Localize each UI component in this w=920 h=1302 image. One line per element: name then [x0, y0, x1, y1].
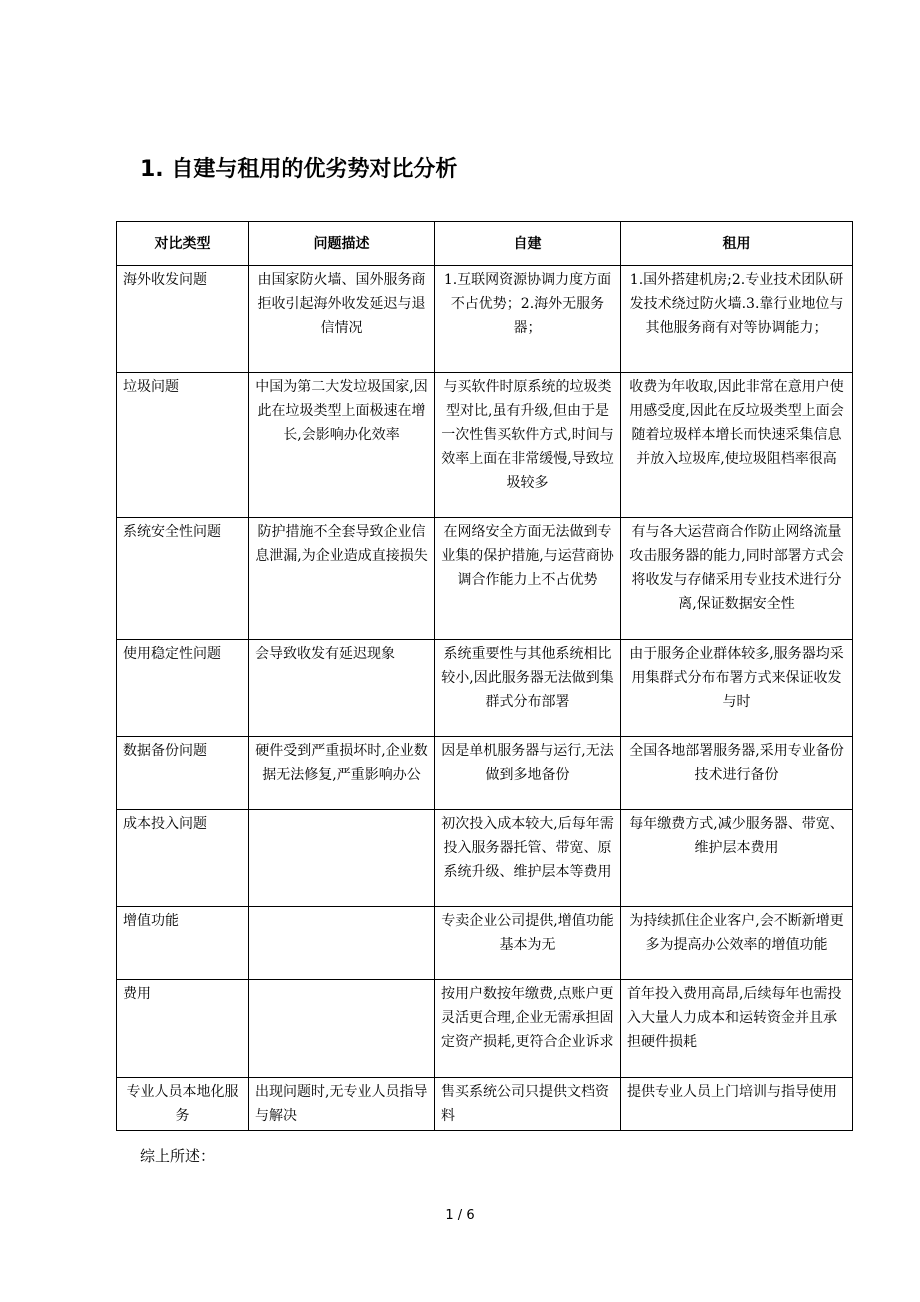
row-self-build: 因是单机服务器与运行,无法做到多地备份 [435, 737, 621, 810]
row-type: 费用 [117, 980, 249, 1078]
table-row [117, 907, 853, 980]
row-description [249, 980, 435, 1078]
table-header-row [117, 222, 853, 266]
row-description: 中国为第二大发垃圾国家,因此在垃圾类型上面极速在增长,会影响办化效率 [249, 373, 435, 518]
row-type: 垃圾问题 [117, 373, 249, 518]
row-type: 系统安全性问题 [117, 518, 249, 640]
row-description: 会导致收发有延迟现象 [249, 640, 435, 737]
header-self-build: 自建 [435, 222, 621, 266]
table-row [117, 810, 853, 907]
row-rent: 有与各大运营商合作防止网络流量攻击服务器的能力,同时部署方式会将收发与存储采用专业技术进行分离,保证数据安全性 [621, 518, 853, 640]
row-type: 使用稳定性问题 [117, 640, 249, 737]
row-rent: 收费为年收取,因此非常在意用户使用感受度,因此在反垃圾类型上面会随着垃圾样本增长而快速采集信息并放入垃圾库,使垃圾阻档率很高 [621, 373, 853, 518]
row-self-build: 1.互联网资源协调力度方面不占优势；2.海外无服务器； [435, 266, 621, 373]
table-row [117, 373, 853, 518]
comparison-table [116, 221, 853, 1131]
row-description: 由国家防火墙、国外服务商拒收引起海外收发延迟与退信情况 [249, 266, 435, 373]
row-description [249, 810, 435, 907]
row-self-build: 售买系统公司只提供文档资料 [435, 1078, 621, 1131]
row-rent: 首年投入费用高昂,后续每年也需投入大量人力成本和运转资金并且承担硬件损耗 [621, 980, 853, 1078]
row-self-build: 按用户数按年缴费,点账户更灵活更合理,企业无需承担固定资产损耗,更符合企业诉求 [435, 980, 621, 1078]
header-description: 问题描述 [249, 222, 435, 266]
table-row [117, 266, 853, 373]
row-self-build: 在网络安全方面无法做到专业集的保护措施,与运营商协调合作能力上不占优势 [435, 518, 621, 640]
row-type: 数据备份问题 [117, 737, 249, 810]
row-rent: 全国各地部署服务器,采用专业备份技术进行备份 [621, 737, 853, 810]
row-description: 硬件受到严重损坏时,企业数据无法修复,严重影响办公 [249, 737, 435, 810]
row-self-build: 专卖企业公司提供,增值功能基本为无 [435, 907, 621, 980]
row-type: 海外收发问题 [117, 266, 249, 373]
row-self-build: 与买软件时原系统的垃圾类型对比,虽有升级,但由于是一次性售买软件方式,时间与效率上面在非常缓慢,导致垃圾较多 [435, 373, 621, 518]
summary-text: 综上所述： [140, 1147, 216, 1165]
page-number: 1 / 6 [445, 1208, 475, 1223]
row-self-build: 初次投入成本较大,后每年需投入服务器托管、带宽、原系统升级、维护层本等费用 [435, 810, 621, 907]
row-type: 增值功能 [117, 907, 249, 980]
row-rent: 由于服务企业群体较多,服务器均采用集群式分布布署方式来保证收发与时 [621, 640, 853, 737]
header-type: 对比类型 [117, 222, 249, 266]
section-heading: 1. 自建与租用的优劣势对比分析 [140, 157, 458, 182]
table-row [117, 1078, 853, 1131]
row-rent: 1.国外搭建机房;2.专业技术团队研发技术绕过防火墙.3.靠行业地位与其他服务商有对等协调能力； [621, 266, 853, 373]
table-row [117, 980, 853, 1078]
row-self-build: 系统重要性与其他系统相比较小,因此服务器无法做到集群式分布部署 [435, 640, 621, 737]
row-description [249, 907, 435, 980]
row-description: 防护措施不全套导致企业信息泄漏,为企业造成直接损失 [249, 518, 435, 640]
row-type: 成本投入问题 [117, 810, 249, 907]
row-rent: 为持续抓住企业客户,会不断新增更多为提高办公效率的增值功能 [621, 907, 853, 980]
table-row [117, 640, 853, 737]
row-description: 出现问题时,无专业人员指导与解决 [249, 1078, 435, 1131]
row-rent: 每年缴费方式,减少服务器、带宽、维护层本费用 [621, 810, 853, 907]
table-row [117, 737, 853, 810]
table-row [117, 518, 853, 640]
header-rent: 租用 [621, 222, 853, 266]
row-type: 专业人员本地化服务 [117, 1078, 249, 1131]
row-rent: 提供专业人员上门培训与指导使用 [621, 1078, 853, 1131]
